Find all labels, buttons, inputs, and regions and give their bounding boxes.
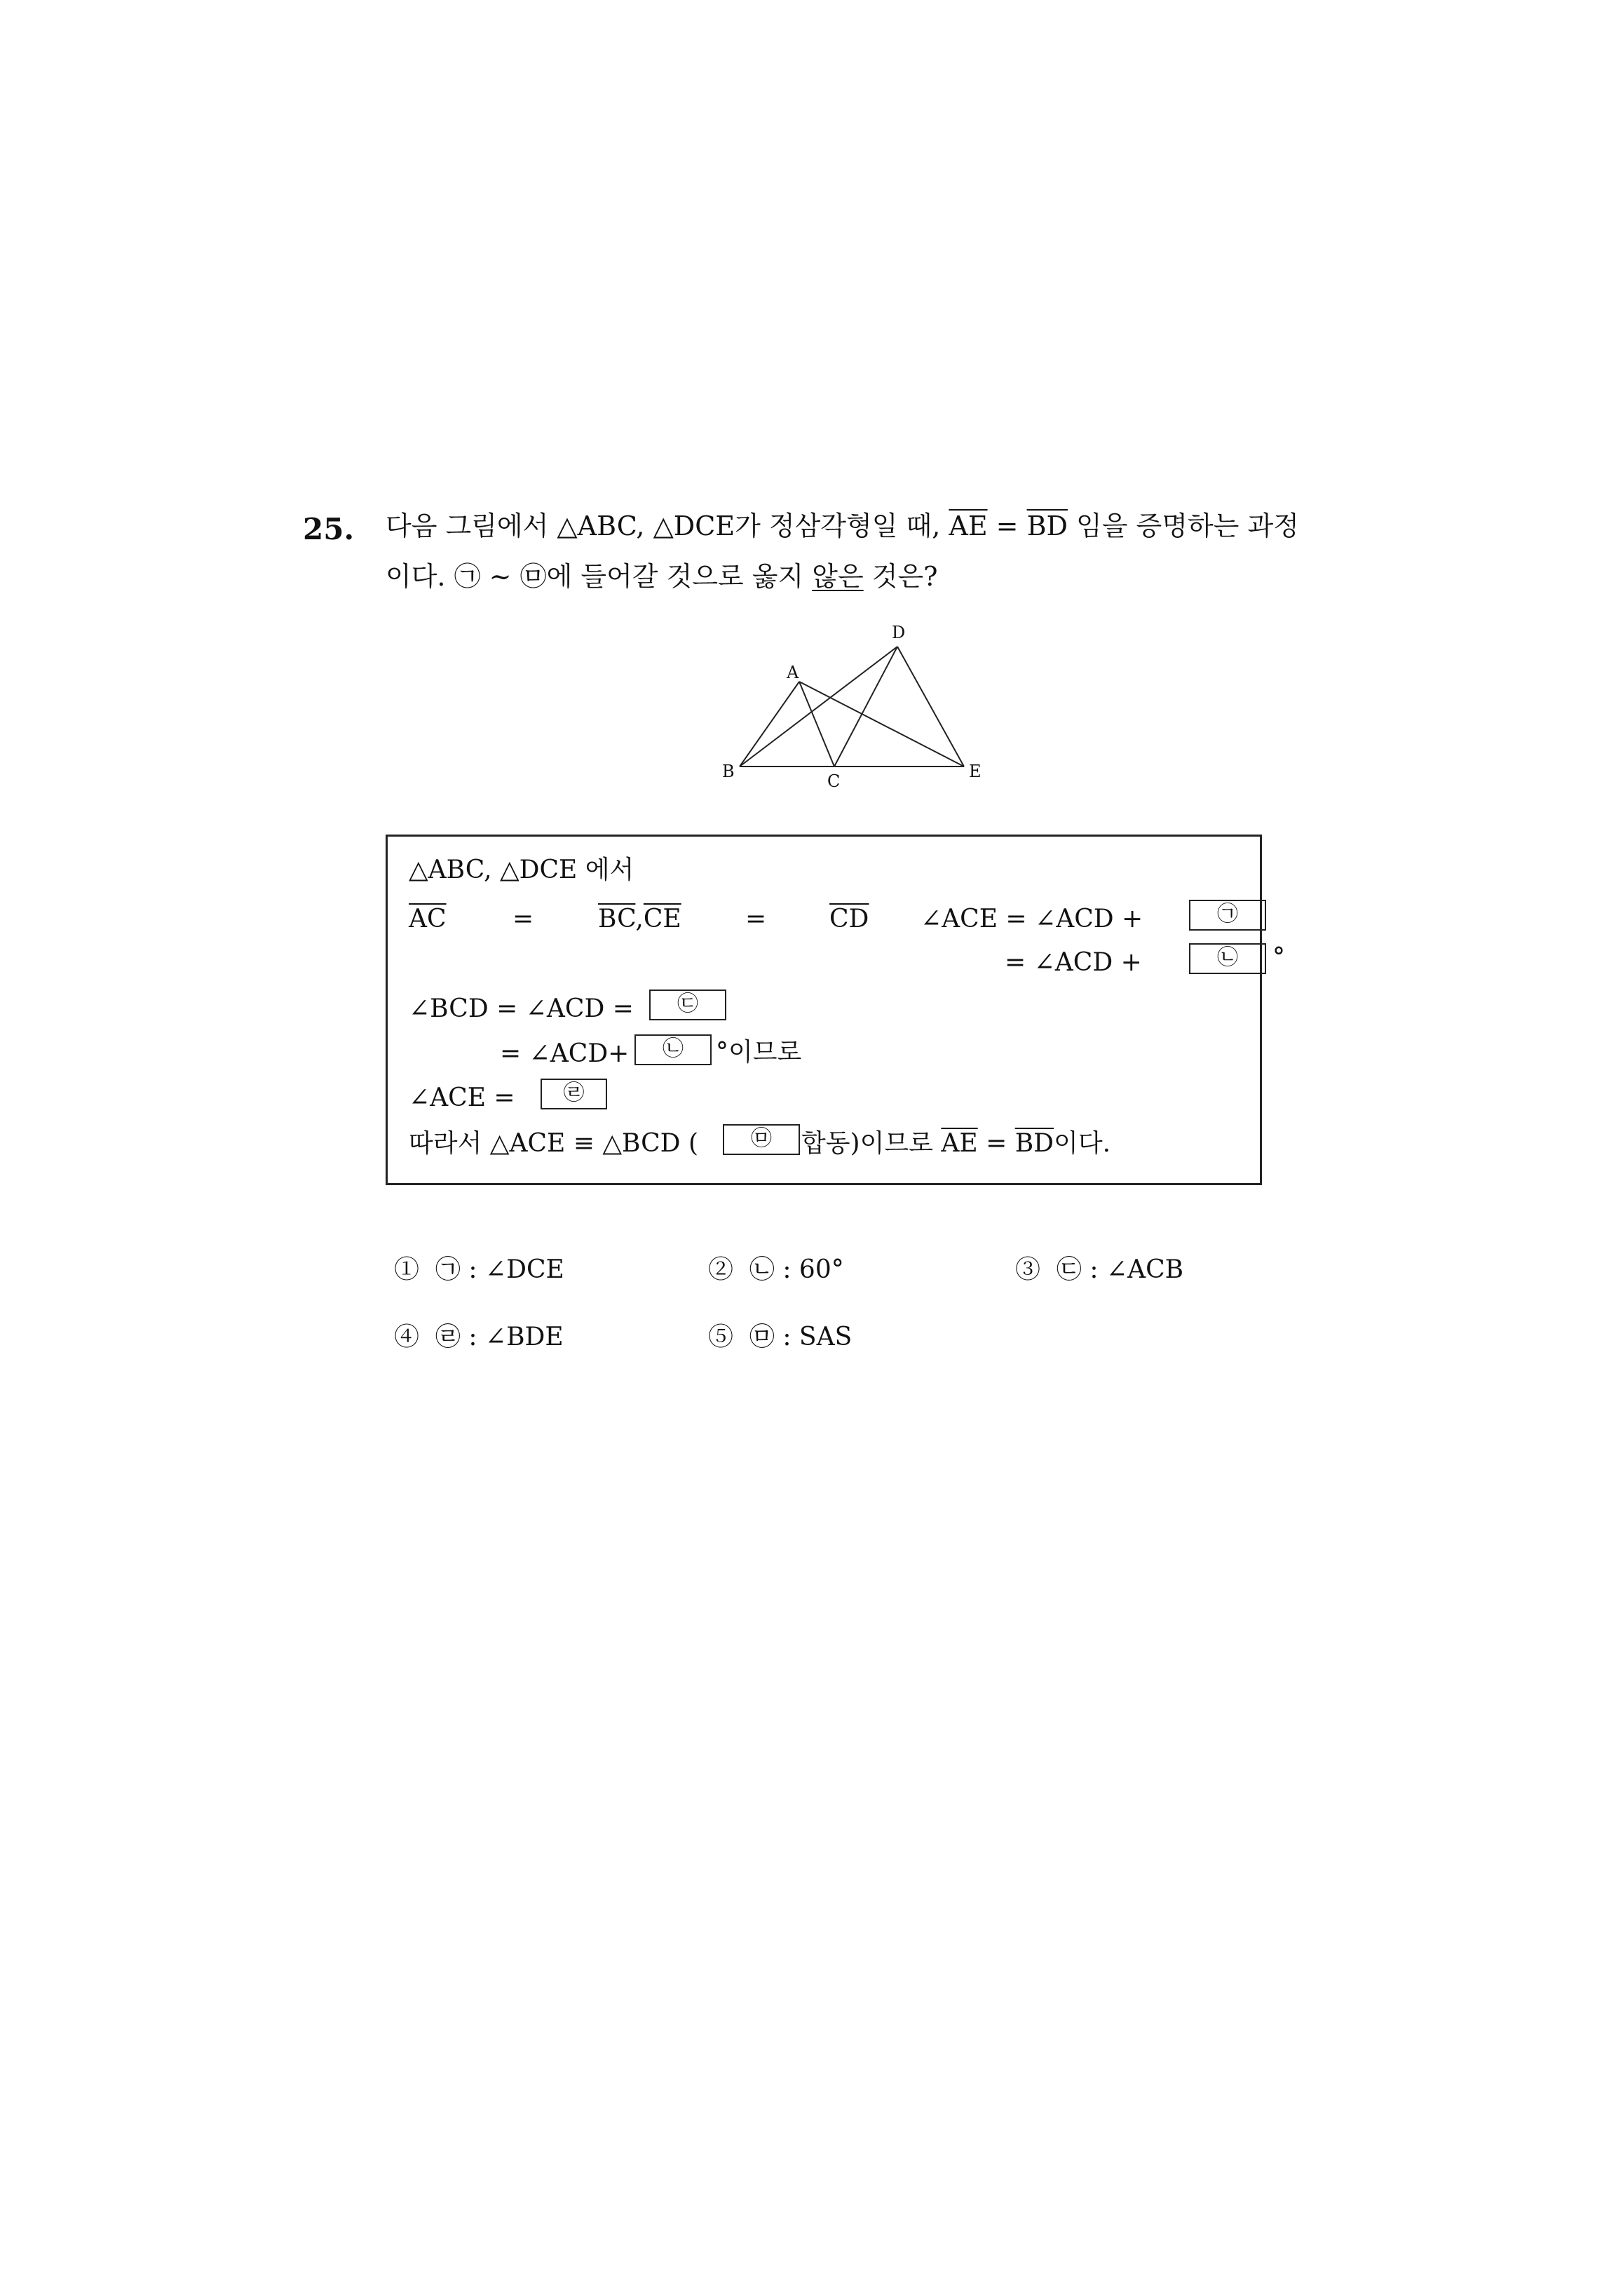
question-text: 것은? <box>863 561 938 592</box>
segment-ac: $\overline{AC}$ <box>409 905 447 933</box>
blank-c: ㉢ <box>649 990 726 1020</box>
segment-ae-line <box>799 682 964 767</box>
angle-ace-equation: ∠ACE = <box>409 1083 515 1112</box>
segments-bc-ce <box>598 907 681 932</box>
option-number: ⑤ <box>708 1323 734 1351</box>
question-text: 이다. ㉠ ~ ㉤에 들어갈 것으로 옳지 <box>386 561 813 592</box>
segment-ab <box>740 682 799 767</box>
segment-ae: $\overline{AE}$ <box>941 1129 978 1158</box>
conclusion-text: 이다. <box>1054 1129 1111 1158</box>
blank-b: ㉡ <box>1189 943 1266 974</box>
blank-b: ㉡ <box>634 1034 712 1065</box>
label-c: C <box>827 771 841 791</box>
segment-cd: $\overline{CD}$ <box>829 905 869 933</box>
proof-line-intro: △ABC, △DCE 에서 <box>409 856 634 884</box>
segment-bc: $\overline{BC}$ <box>598 905 636 933</box>
option-4[interactable] <box>394 1317 564 1353</box>
question-line-2 <box>386 561 938 593</box>
equals-sign: = <box>745 905 767 933</box>
segment-ac <box>799 682 834 767</box>
degree-sign: ° <box>1272 943 1285 972</box>
blank-a: ㉠ <box>1189 900 1266 931</box>
label-b: B <box>722 762 735 781</box>
segment-de <box>897 647 964 767</box>
proof-box <box>386 835 1285 1185</box>
conclusion-line-end <box>801 1131 1111 1156</box>
option-number: ④ <box>394 1323 420 1351</box>
angle-acd-plus: = ∠ACD + <box>1005 948 1142 977</box>
option-number: ③ <box>1015 1255 1041 1284</box>
question-text: 임을 증명하는 과정 <box>1067 511 1299 541</box>
segment-bd: $\overline{BD}$ <box>1026 511 1068 541</box>
segment-dc <box>834 647 897 767</box>
segment-ce: $\overline{CE}$ <box>643 905 681 933</box>
option-5[interactable] <box>708 1317 852 1353</box>
equals-sign: = <box>977 1129 1015 1158</box>
blank-d: ㉣ <box>541 1079 607 1109</box>
angle-bcd-equation: ∠BCD = ∠ACD = <box>409 994 634 1023</box>
equals-sign: = <box>512 905 534 933</box>
option-number: ② <box>708 1255 734 1284</box>
conclusion-text: 따라서 △ACE ≡ △BCD ( <box>409 1129 699 1158</box>
question-line-1 <box>386 511 1299 543</box>
option-text: ㉣ : ∠BDE <box>435 1323 564 1351</box>
equals-sign: = <box>987 511 1027 541</box>
option-2[interactable] <box>708 1250 844 1285</box>
underlined-word: 않은 <box>812 561 864 592</box>
angle-acd-plus: = ∠ACD+ <box>500 1039 630 1068</box>
option-text: ㉠ : ∠DCE <box>435 1255 564 1284</box>
triangle-figure <box>708 617 1003 799</box>
option-number: ① <box>394 1255 420 1284</box>
option-text: ㉤ : SAS <box>749 1323 853 1351</box>
option-text: ㉡ : 60° <box>749 1255 844 1284</box>
question-text: 다음 그림에서 △ABC, △DCE가 정삼각형일 때, <box>386 511 949 541</box>
segment-bd: $\overline{BD}$ <box>1014 1129 1054 1158</box>
comma: , <box>635 905 644 933</box>
conclusion-line <box>409 1131 698 1156</box>
label-e: E <box>969 762 982 781</box>
segment-bd-line <box>740 647 897 767</box>
option-3[interactable] <box>1015 1250 1183 1285</box>
segment-ae: $\overline{AE}$ <box>949 511 988 541</box>
blank-e: ㉤ <box>723 1124 800 1155</box>
label-a: A <box>787 663 799 682</box>
degree-therefore: °이므로 <box>716 1038 802 1067</box>
angle-ace-equation: ∠ACE = ∠ACD + <box>921 905 1143 933</box>
question-number: 25. <box>303 512 355 546</box>
conclusion-text: 합동)이므로 <box>801 1129 942 1158</box>
label-d: D <box>892 623 906 642</box>
option-text: ㉢ : ∠ACB <box>1056 1255 1184 1284</box>
option-1[interactable] <box>394 1250 564 1285</box>
